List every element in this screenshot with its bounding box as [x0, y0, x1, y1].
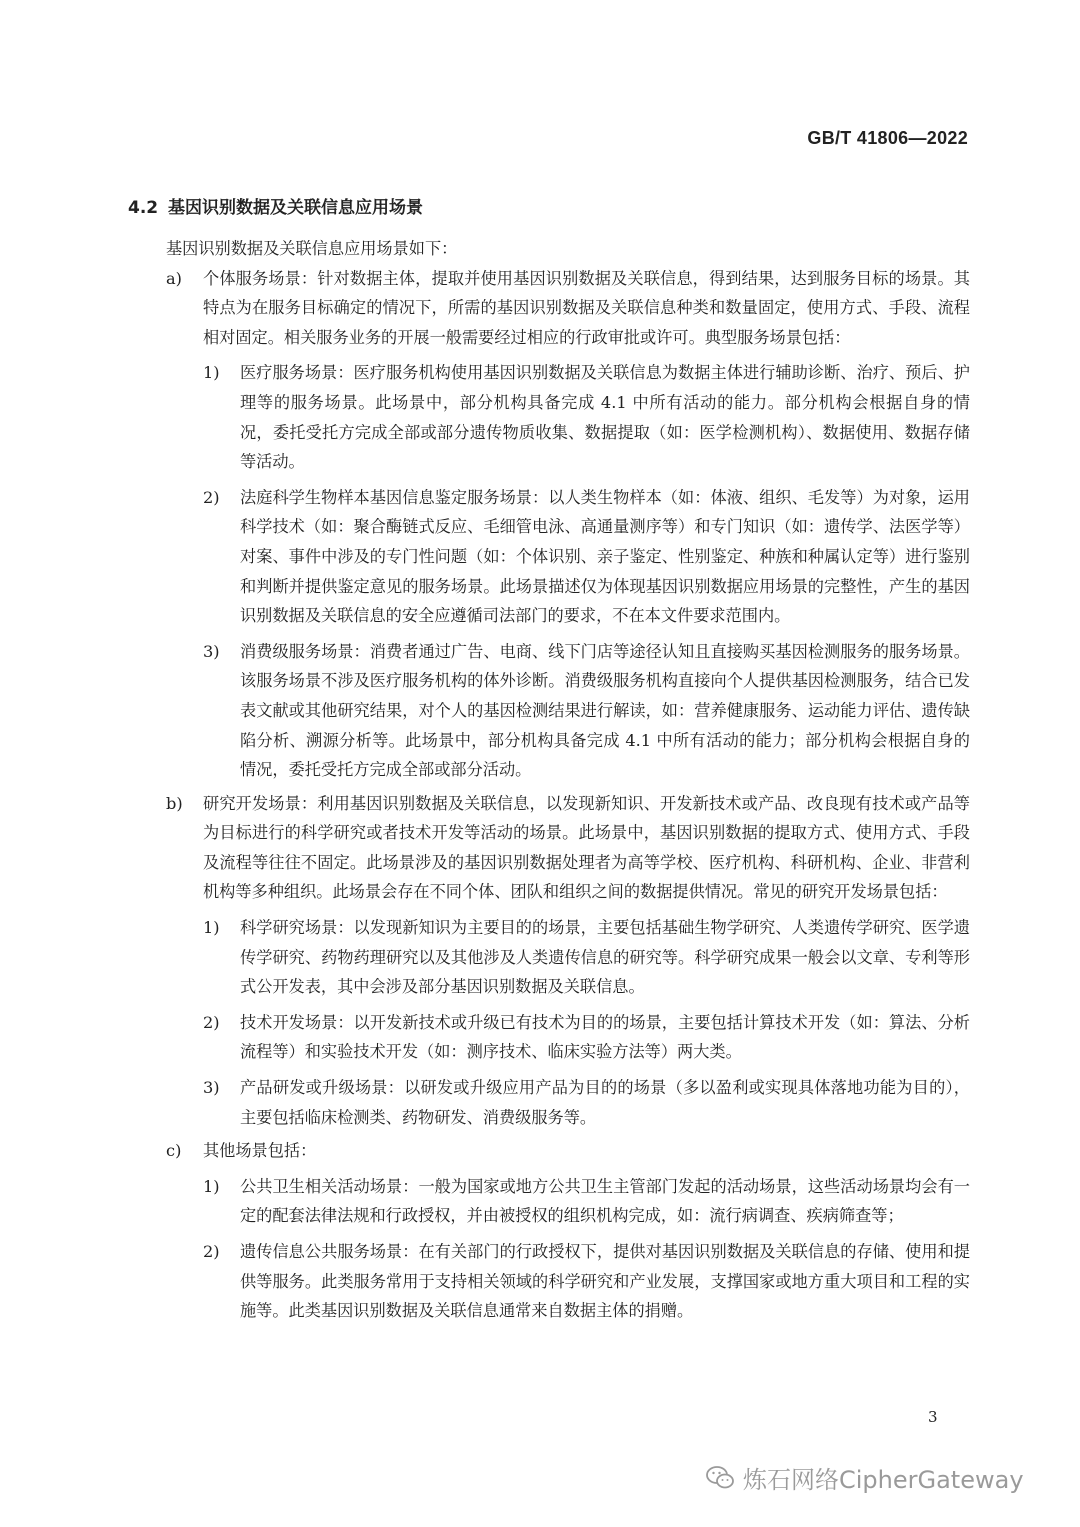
sub-item-text: 法庭科学生物样本基因信息鉴定服务场景：以人类生物样本（如：体液、组织、毛发等）为对象，运用科学技术（如：聚合酶链式反应、毛细管电泳、高通量测序等）和专门知识（如：遗传学、法医学等）对案、事件中涉及的专门性问题（如：个体识别、亲子鉴定、性别鉴定、种族和种属认定等）进行鉴别和判断并提供鉴定意见的服务场景。此场景描述仅为体现基因识别数据应用场景的完整性，产生的基因识别数据及关联信息的安全应遵循司法部门的要求，不在本文件要求范围内。: [240, 487, 970, 626]
list-marker: a): [166, 268, 182, 288]
sub-item-text: 消费级服务场景：消费者通过广告、电商、线下门店等途径认知且直接购买基因检测服务的服务场景。该服务场景不涉及医疗服务机构的体外诊断。消费级服务机构直接向个人提供基因检测服务，结合已发表文献或其他研究结果，对个人的基因检测结果进行解读，如：营养健康服务、运动能力评估、遗传缺陷分析、溯源分析等。此场景中，部分机构具备完成 4.1 中所有活动的能力；部分机构会根据自身的情况，委托受托方完成全部或部分活动。: [240, 641, 970, 780]
sub-item-c1: [203, 1172, 970, 1231]
sub-item-a2: [203, 483, 970, 631]
list-item-text: 个体服务场景：针对数据主体，提取并使用基因识别数据及关联信息，得到结果，达到服务目标的场景。其特点为在服务目标确定的情况下，所需的基因识别数据及关联信息种类和数量固定，使用方式、手段、流程相对固定。相关服务业务的开展一般需要经过相应的行政审批或许可。典型服务场景包括：: [203, 268, 970, 347]
sub-marker: 1): [203, 363, 220, 383]
sub-item-text: 科学研究场景：以发现新知识为主要目的的场景，主要包括基础生物学研究、人类遗传学研究、医学遗传学研究、药物药理研究以及其他涉及人类遗传信息的研究等。科学研究成果一般会以文章、专利等形式公开发表，其中会涉及部分基因识别数据及关联信息。: [240, 918, 970, 997]
section-title: 基因识别数据及关联信息应用场景: [168, 198, 423, 218]
sub-item-text: 产品研发或升级场景：以研发或升级应用产品为目的的场景（多以盈利或实现具体落地功能为目的），主要包括临床检测类、药物研发、消费级服务等。: [240, 1078, 970, 1127]
sub-marker: 3): [203, 641, 220, 661]
list-item-b: [166, 789, 970, 907]
sub-item-text: 医疗服务场景：医疗服务机构使用基因识别数据及关联信息为数据主体进行辅助诊断、治疗、预后、护理等的服务场景。此场景中，部分机构具备完成 4.1 中所有活动的能力。部分机构会根据自身的情况，委托受托方完成全部或部分遗传物质收集、数据提取（如：医学检测机构）、数据使用、数据存储等活动。: [240, 363, 970, 472]
sub-marker: 1): [203, 1176, 220, 1196]
sub-item-c2: [203, 1237, 970, 1326]
sub-item-text: 技术开发场景：以开发新技术或升级已有技术为目的的场景，主要包括计算技术开发（如：算法、分析流程等）和实验技术开发（如：测序技术、临床实验方法等）两大类。: [240, 1012, 970, 1062]
sub-marker: 2): [203, 1242, 220, 1261]
list-item-text: 研究开发场景：利用基因识别数据及关联信息，以发现新知识、开发新技术或产品、改良现有技术或产品等为目标进行的科学研究或者技术开发等活动的场景。此场景中，基因识别数据的提取方式、使用方式、手段及流程等往往不固定。此场景涉及的基因识别数据处理者为高等学校、医疗机构、科研机构、企业、非营利机构等多种组织。此场景会存在不同个体、团队和组织之间的数据提供情况。常见的研究开发场景包括：: [203, 793, 970, 902]
sub-item-b2: [203, 1008, 970, 1067]
watermark-text: 炼石网络CipherGateway: [743, 1466, 1024, 1494]
sub-item-a1: [203, 358, 970, 476]
list-marker: c): [166, 1141, 182, 1161]
standard-number: GB/T 41806—2022: [807, 128, 968, 148]
sub-item-b1: [203, 913, 970, 1002]
section-body: [166, 234, 970, 1326]
sub-marker: 3): [203, 1078, 220, 1098]
sub-item-b3: [203, 1073, 970, 1132]
list-item-a: [166, 264, 970, 353]
sub-item-text: 公共卫生相关活动场景：一般为国家或地方公共卫生主管部门发起的活动场景，这些活动场景均会有一定的配套法律法规和行政授权，并由被授权的组织机构完成，如：流行病调查、疾病筛查等；: [240, 1176, 970, 1226]
page-number: 3: [928, 1408, 938, 1426]
section-number: 4.2: [128, 198, 159, 218]
sub-marker: 1): [203, 918, 220, 938]
section-heading: [128, 193, 423, 218]
sub-marker: 2): [203, 487, 220, 507]
list-marker: b): [166, 793, 183, 813]
watermark: [705, 1460, 1024, 1495]
sub-item-text: 遗传信息公共服务场景：在有关部门的行政授权下，提供对基因识别数据及关联信息的存储、使用和提供等服务。此类服务常用于支持相关领域的科学研究和产业发展，支撑国家或地方重大项目和工程的实施等。此类基因识别数据及关联信息通常来自数据主体的捐赠。: [240, 1242, 970, 1321]
list-item-text: 其他场景包括：: [203, 1141, 317, 1161]
wechat-icon: [705, 1464, 735, 1492]
sub-marker: 2): [203, 1012, 220, 1032]
sub-item-a3: [203, 637, 970, 785]
list-item-c: [166, 1136, 970, 1166]
intro-paragraph: 基因识别数据及关联信息应用场景如下：: [166, 239, 458, 258]
